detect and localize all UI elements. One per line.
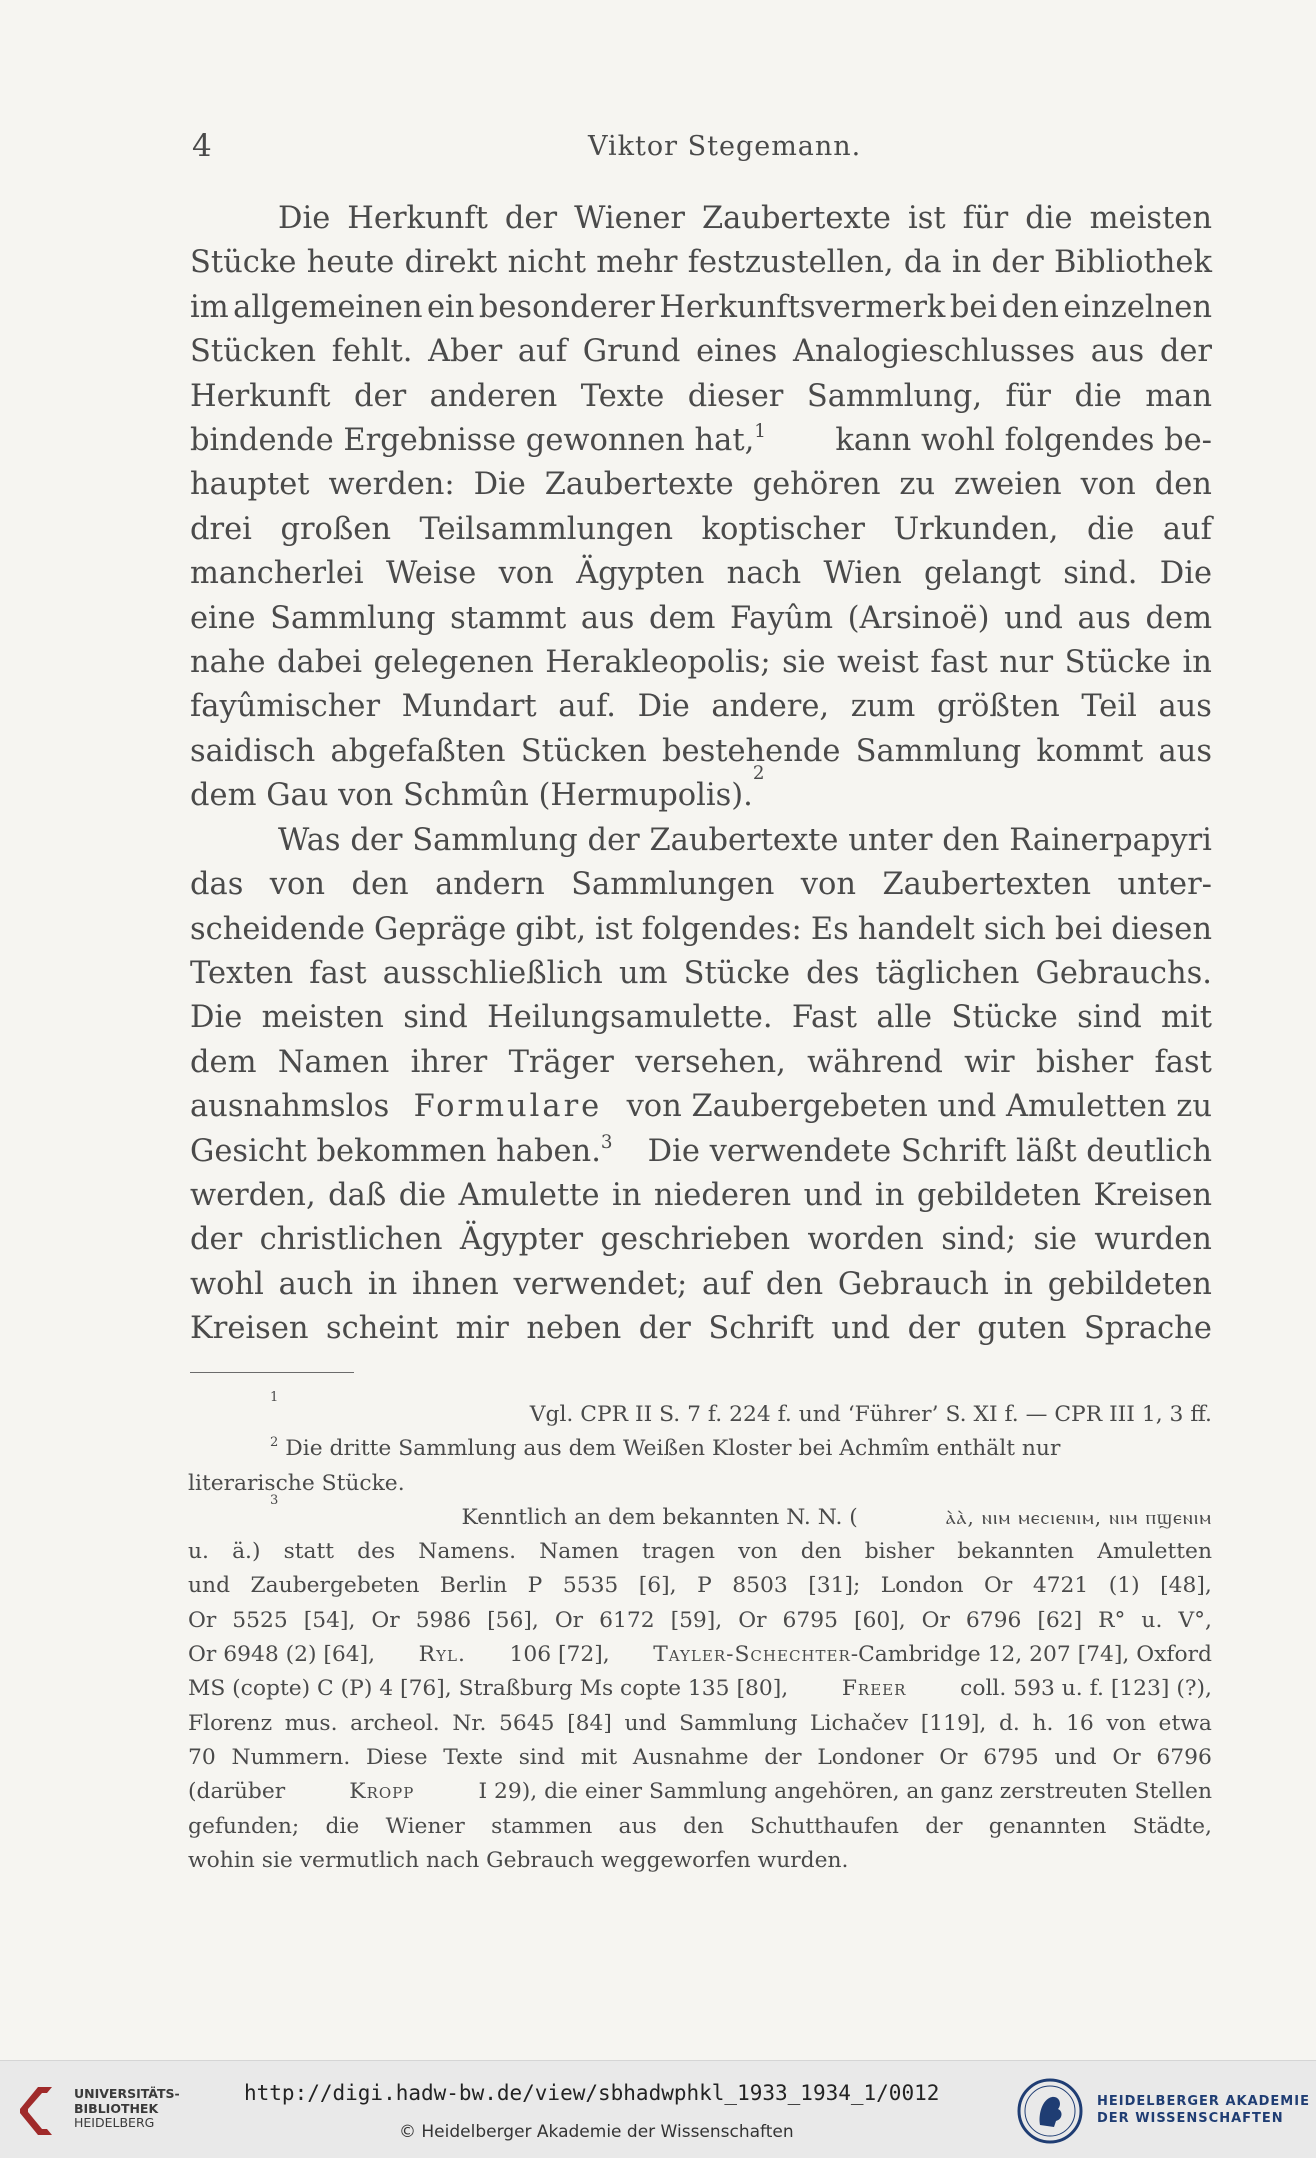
text-segment: bindende Ergebnisse gewonnen hat, (190, 423, 755, 459)
text-line: nahe dabei gelegenen Herakleopolis; sie weist fast nur Stücke in (190, 645, 1212, 681)
footnote-mark: 1 (270, 1390, 279, 1405)
footnote-line: literarische Stücke. (188, 1470, 405, 1496)
academy-name-line: HEIDELBERGER AKADEMIE (1097, 2094, 1310, 2109)
footnote-line: u. ä.) statt des Namens. Namen tragen von den bisher bekannten Amuletten (188, 1539, 1212, 1565)
text-line: Stücke heute direkt nicht mehr festzustellen, da in der Bibliothek (190, 245, 1212, 281)
text-line: eine Sammlung stammt aus dem Fayûm (Arsinoë) und aus dem (190, 600, 1212, 636)
footnote-ref: 2 (752, 763, 765, 785)
footnote-line: und Zaubergebeten Berlin P 5535 [6], P 8503 [31]; London Or 4721 (1) [48], (188, 1573, 1212, 1599)
footnote-mark: 2 (270, 1435, 279, 1451)
text-line: dem Namen ihrer Träger versehen, während wir bisher fast (190, 1044, 1212, 1080)
footnote-line: Or 5525 [54], Or 5986 [56], Or 6172 [59], Or 6795 [60], Or 6796 [62] R° u. V°, (188, 1607, 1212, 1633)
text-line: im allgemeinen ein besonderer Herkunftsvermerk bei den einzelnen (190, 289, 1212, 325)
text-line: der christlichen Ägypter geschrieben worden sind; sie wurden (190, 1222, 1212, 1258)
text-line: fayûmischer Mundart auf. Die andere, zum größten Teil aus (190, 689, 1212, 725)
footnote-segment: -Cambridge 12, 207 [74], Oxford (850, 1642, 1212, 1668)
text-line (190, 763, 1212, 818)
text-line: Kreisen scheint mir neben der Schrift und der guten Sprache (190, 1311, 1212, 1347)
footnote-ref: 1 (754, 421, 766, 443)
main-text (190, 197, 1212, 1352)
author-name: Kropp (349, 1779, 415, 1805)
footnote-3 (188, 1492, 1212, 1535)
text-line: saidisch abgefaßten Stücken bestehende Sammlung kommt aus (190, 733, 1212, 769)
library-name-line: HEIDELBERG (74, 2115, 155, 2130)
text-line: Die meisten sind Heilungsamulette. Fast alle Stücke sind mit (190, 1000, 1212, 1036)
footnote-segment: (darüber (188, 1779, 286, 1805)
library-name-line: UNIVERSITÄTS- (74, 2086, 180, 2101)
author-name: Ryl. (418, 1642, 466, 1668)
footnote-line (188, 1638, 1212, 1672)
footnote-1 (188, 1390, 1212, 1432)
footnote-divider (190, 1372, 354, 1373)
footnote-2 (188, 1432, 1212, 1466)
author-name: Freer (841, 1676, 907, 1702)
text-line: werden, daß die Amulette in niederen und in gebildeten Kreisen (190, 1177, 1212, 1213)
running-head: Viktor Stegemann. (588, 131, 862, 162)
permalink[interactable]: http://digi.hadw-bw.de/view/sbhadwphkl_1933_1934_1/0012 (244, 2081, 940, 2105)
library-name-line: BIBLIOTHEK (74, 2100, 159, 2116)
text-line: das von den andern Sammlungen von Zaubertexten unter- (190, 867, 1212, 903)
text-line: Texten fast ausschließlich um Stücke des täglichen Gebrauchs. (190, 955, 1212, 991)
text-line: Stücken fehlt. Aber auf Grund eines Analogieschlusses aus der (190, 334, 1212, 370)
text-line: mancherlei Weise von Ägypten nach Wien gelangt sind. Die (190, 556, 1212, 592)
text-segment: kann wohl folgendes be- (835, 423, 1212, 459)
footnote-segment: MS (copte) C (P) 4 [76], Straßburg Ms copte 135 [80], (188, 1676, 789, 1702)
text-segment: dem Gau von Schmûn (Hermupolis). (190, 778, 753, 814)
footnote-line (188, 1672, 1212, 1706)
academy-seal-icon[interactable] (1016, 2077, 1084, 2145)
footnote-segment: I 29), die einer Sammlung angehören, an ganz zerstreuten Stellen (478, 1779, 1212, 1805)
footnote-line: 70 Nummern. Diese Texte sind mit Ausnahme der Londoner Or 6795 und Or 6796 (188, 1744, 1212, 1770)
text-segment: Gesicht bekommen haben. (190, 1133, 601, 1169)
footnote-mark: 3 (270, 1492, 279, 1508)
footnote-line: gefunden; die Wiener stammen aus den Schutthaufen der genannten Städte, (188, 1813, 1212, 1839)
academy-name-line: DER WISSENSCHAFTEN (1097, 2111, 1284, 2126)
footnote-segment: Or 6948 (2) [64], (188, 1642, 376, 1668)
viewer-footer (0, 2060, 1316, 2158)
coptic-text: ⲁ̀ⲁ̀, ⲛⲓⲙ ⲙⲉⲥⲓⲉⲛⲓⲙ, ⲛⲓⲙ ⲡϣⲉⲛⲓⲙ (945, 1505, 1212, 1529)
footnote-text: Vgl. CPR II S. 7 f. 224 f. und ‘Führer’ S. XI f. — CPR III 1, 3 ff. (529, 1402, 1212, 1427)
footnote-line: Florenz mus. archeol. Nr. 5645 [84] und Sammlung Lichačev [119], d. h. 16 von etwa (188, 1710, 1212, 1736)
text-segment: Die verwendete Schrift läßt deutlich (647, 1133, 1212, 1169)
text-line: hauptet werden: Die Zaubertexte gehören zu zweien von den (190, 467, 1212, 503)
text-segment: von Zaubergebeten und Amuletten zu (626, 1089, 1212, 1125)
text-line (190, 419, 1212, 463)
text-line (190, 1085, 1212, 1129)
text-line: wohl auch in ihnen verwendet; auf den Gebrauch in gebildeten (190, 1266, 1212, 1302)
text-line: Was der Sammlung der Zaubertexte unter den Rainerpapyri (278, 822, 1212, 858)
text-line: Herkunft der anderen Texte dieser Sammlung, für die man (190, 378, 1212, 414)
page-number: 4 (192, 128, 212, 164)
text-line: drei großen Teilsammlungen koptischer Urkunden, die auf (190, 511, 1212, 547)
text-line (190, 1130, 1212, 1174)
library-name (74, 2087, 180, 2131)
emphasized-word: Formulare (413, 1089, 603, 1125)
text-segment: ausnahmslos (190, 1089, 390, 1125)
footnote-segment: coll. 593 u. f. [123] (?), (960, 1676, 1212, 1702)
footnote-text: Kenntlich an dem bekannten N. N. ( (461, 1504, 858, 1530)
university-library-logo-icon[interactable] (12, 2073, 60, 2147)
footnotes (188, 1390, 1212, 1878)
footnote-line (188, 1775, 1212, 1809)
footnote-line: wohin sie vermutlich nach Gebrauch weggeworfen wurden. (188, 1847, 849, 1873)
text-line: Die Herkunft der Wiener Zaubertexte ist für die meisten (278, 201, 1212, 236)
text-line: scheidende Gepräge gibt, ist folgendes: Es handelt sich bei diesen (190, 911, 1212, 947)
footnote-text: Die dritte Sammlung aus dem Weißen Kloster bei Achmîm enthält nur (285, 1436, 1061, 1462)
academy-name (1097, 2093, 1310, 2127)
footnote-segment: 106 [72], (509, 1642, 610, 1668)
footnote-ref: 3 (600, 1131, 613, 1153)
author-name: Tayler-Schechter (653, 1642, 851, 1668)
copyright-notice: © Heidelberger Akademie der Wissenschaften (399, 2122, 794, 2142)
